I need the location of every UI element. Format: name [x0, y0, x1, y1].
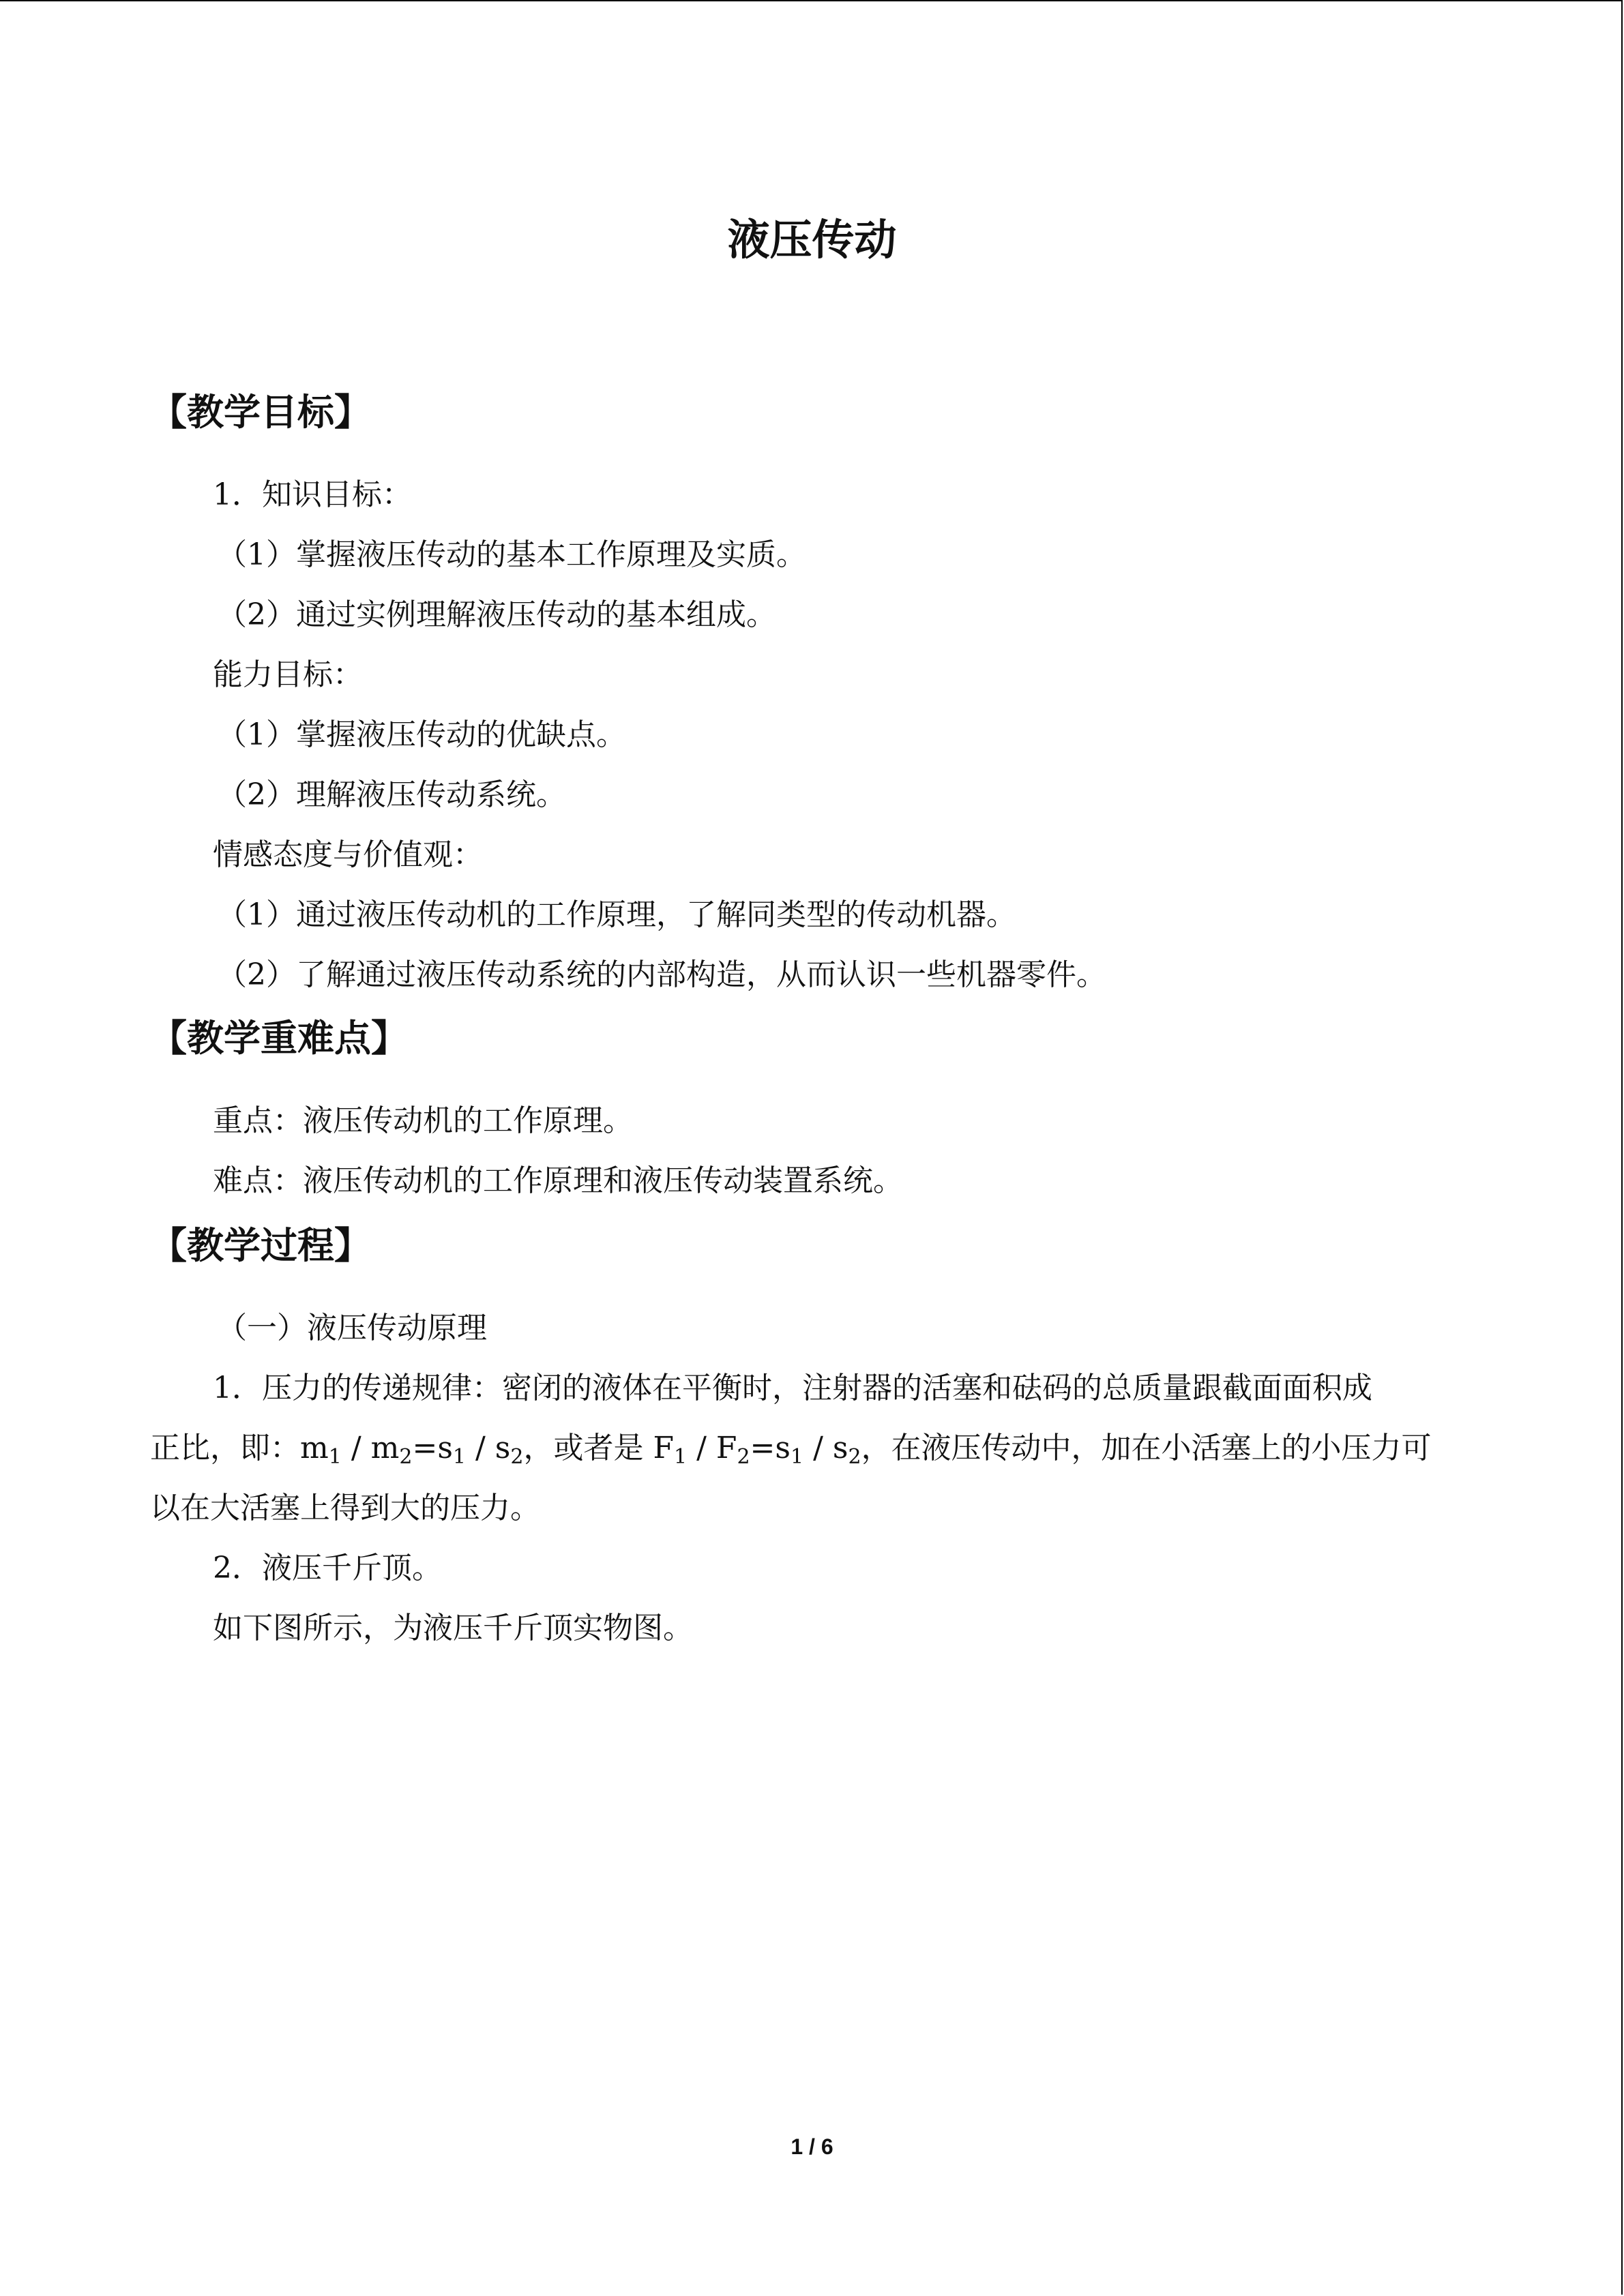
pressure-rule-line-3: 以在大活塞上得到大的压力。	[150, 1491, 540, 1525]
key-point-line: 重点：液压传动机的工作原理。	[213, 1103, 633, 1138]
objective-line: （1）掌握液压传动的优缺点。	[217, 717, 626, 752]
hydraulic-jack-item: 2．液压千斤顶。	[213, 1551, 442, 1585]
objective-line: （2）了解通过液压传动系统的内部构造，从而认识一些机器零件。	[217, 957, 1106, 992]
objective-line: 能力目标：	[213, 657, 363, 692]
text-span: ，在液压传动中，加在小活塞上的小压力可	[861, 1431, 1432, 1465]
difficult-point-line: 难点：液压传动机的工作原理和液压传动装置系统。	[213, 1163, 903, 1198]
section-heading-objectives: 【教学目标】	[150, 391, 371, 434]
objective-line: （1）掌握液压传动的基本工作原理及实质。	[217, 537, 806, 572]
pressure-rule-line-1: 1．压力的传递规律：密闭的液体在平衡时，注射器的活塞和砝码的总质量跟截面面积成	[213, 1371, 1372, 1405]
page-number: 1 / 6	[791, 2134, 833, 2159]
section-heading-key-points: 【教学重难点】	[150, 1017, 408, 1060]
objective-line: （2）理解液压传动系统。	[217, 777, 566, 812]
objective-line: 1．知识目标：	[213, 477, 412, 512]
section-heading-process: 【教学过程】	[150, 1224, 371, 1267]
objective-line: （2）通过实例理解液压传动的基本组成。	[217, 597, 776, 632]
pressure-rule-line-2	[150, 1428, 1432, 1469]
mass-ratio-formula: $m_1 / m_2=s_1 / s_2$	[300, 1431, 524, 1469]
text-span: ，或者是	[523, 1431, 653, 1465]
process-subheading: （一）液压传动原理	[217, 1311, 487, 1345]
force-ratio-formula: $F_1 / F_2=s_1 / s_2$	[653, 1431, 861, 1469]
text-span: 正比，即：	[150, 1431, 300, 1465]
objective-line: （1）通过液压传动机的工作原理，了解同类型的传动机器。	[217, 897, 1016, 932]
objective-line: 情感态度与价值观：	[213, 837, 483, 872]
hydraulic-jack-description: 如下图所示，为液压千斤顶实物图。	[213, 1611, 693, 1645]
document-title: 液压传动	[727, 215, 897, 265]
